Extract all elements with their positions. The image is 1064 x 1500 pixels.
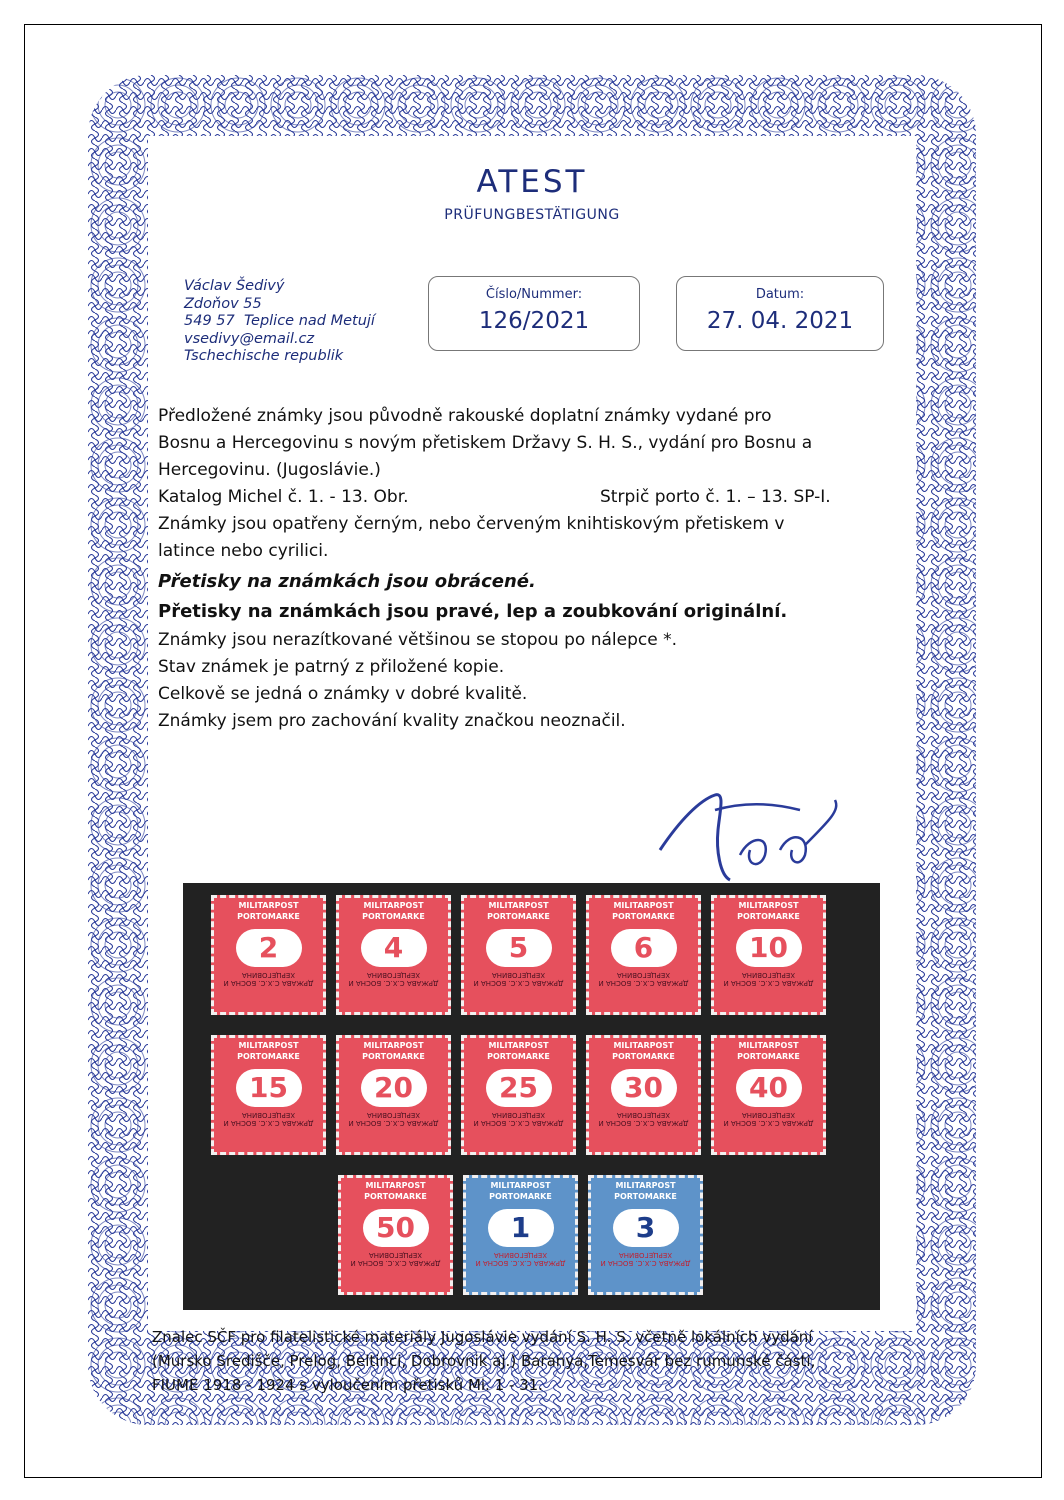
stamp bbox=[461, 1035, 576, 1155]
number-value: 126/2021 bbox=[478, 308, 590, 334]
stamp-value: 6 bbox=[611, 929, 677, 967]
text-line: Známky jsem pro zachování kvality značkou neoznačil. bbox=[158, 711, 626, 731]
stamp-subheader: PORTOMARKE bbox=[737, 912, 800, 921]
text-line: Celkově se jedná o známky v dobré kvalitě. bbox=[158, 684, 528, 704]
stamp-overprint: ДРЖАВА С.Х.С. БОСНА И ХЕРЦЕГОВИНА bbox=[473, 971, 564, 987]
stamp-subheader: PORTOMARKE bbox=[612, 912, 675, 921]
stamp-overprint: ДРЖАВА С.Х.С. БОСНА И ХЕРЦЕГОВИНА bbox=[723, 1111, 814, 1127]
catalog-strpic: Strpič porto č. 1. – 13. SP-I. bbox=[600, 487, 831, 507]
stamp-subheader: PORTOMARKE bbox=[614, 1192, 677, 1201]
stamp bbox=[711, 1035, 826, 1155]
stamp-overprint: ДРЖАВА С.Х.С. БОСНА И ХЕРЦЕГОВИНА bbox=[475, 1251, 566, 1267]
number-label: Číslo/Nummer: bbox=[485, 287, 583, 302]
examiner-street: Zdoňov 55 bbox=[184, 295, 262, 312]
stamp-overprint: ДРЖАВА С.Х.С. БОСНА И ХЕРЦЕГОВИНА bbox=[348, 971, 439, 987]
text-line: Známky jsou nerazítkované většinou se stopou po nálepce *. bbox=[158, 630, 677, 650]
stamp-overprint: ДРЖАВА С.Х.С. БОСНА И ХЕРЦЕГОВИНА bbox=[348, 1111, 439, 1127]
text-line: Známky jsou opatřeny černým, nebo červeným knihtiskovým přetiskem v bbox=[158, 514, 785, 534]
credentials-line: Znalec SČF pro filatelistické materiály Jugoslávie vydání S. H. S. včetně lokálních vydání bbox=[152, 1328, 813, 1346]
examiner-city: 549 57 Teplice nad Metují bbox=[184, 313, 375, 329]
examiner-credentials bbox=[152, 1325, 922, 1397]
credentials-line: FIUME 1918 - 1924 s vyloučením přetisků Mi. 1 - 31. bbox=[152, 1376, 543, 1394]
stamp-overprint: ДРЖАВА С.Х.С. БОСНА И ХЕРЦЕГОВИНА bbox=[223, 1111, 314, 1127]
stamp-header: MILITARPOST bbox=[613, 901, 674, 910]
stamp-header: MILITARPOST bbox=[490, 1181, 551, 1190]
stamp-header: MILITARPOST bbox=[488, 901, 549, 910]
stamp-subheader: PORTOMARKE bbox=[362, 912, 425, 921]
inverted-overprint-note: Přetisky na známkách jsou obrácené. bbox=[158, 571, 536, 592]
examiner-country: Tschechische republik bbox=[184, 348, 344, 364]
stamp bbox=[463, 1175, 578, 1295]
stamp-value: 3 bbox=[613, 1209, 679, 1247]
stamp-header: MILITARPOST bbox=[363, 901, 424, 910]
stamp-header: MILITARPOST bbox=[615, 1181, 676, 1190]
stamp-value: 30 bbox=[611, 1069, 677, 1107]
stamp bbox=[461, 895, 576, 1015]
examiner-signature bbox=[640, 780, 890, 890]
stamp-header: MILITARPOST bbox=[613, 1041, 674, 1050]
stamp-header: MILITARPOST bbox=[238, 1041, 299, 1050]
text-line: latince nebo cyrilici. bbox=[158, 541, 329, 561]
stamp-value: 2 bbox=[236, 929, 302, 967]
text-line: Bosnu a Hercegovinu s novým přetiskem Državy S. H. S., vydání pro Bosnu a bbox=[158, 433, 813, 453]
examiner-email: vsedivy@email.cz bbox=[184, 330, 315, 347]
stamp-subheader: PORTOMARKE bbox=[612, 1052, 675, 1061]
stamp-value: 50 bbox=[363, 1209, 429, 1247]
certificate-date-box bbox=[676, 276, 884, 351]
certificate-number-box bbox=[428, 276, 640, 351]
stamp-overprint: ДРЖАВА С.Х.С. БОСНА И ХЕРЦЕГОВИНА bbox=[723, 971, 814, 987]
stamp-value: 40 bbox=[736, 1069, 802, 1107]
catalog-line bbox=[158, 484, 928, 511]
stamp-value: 4 bbox=[361, 929, 427, 967]
stamp bbox=[338, 1175, 453, 1295]
date-label: Datum: bbox=[755, 287, 805, 302]
stamp-overprint: ДРЖАВА С.Х.С. БОСНА И ХЕРЦЕГОВИНА bbox=[600, 1251, 691, 1267]
stamps-photo bbox=[183, 883, 880, 1310]
stamp bbox=[211, 895, 326, 1015]
stamp bbox=[336, 895, 451, 1015]
certificate-text bbox=[158, 403, 928, 735]
stamp bbox=[586, 895, 701, 1015]
text-line: Hercegovinu. (Jugoslávie.) bbox=[158, 460, 381, 480]
stamp-overprint: ДРЖАВА С.Х.С. БОСНА И ХЕРЦЕГОВИНА bbox=[473, 1111, 564, 1127]
text-line: Předložené známky jsou původně rakouské doplatní známky vydané pro bbox=[158, 406, 772, 426]
stamp-overprint: ДРЖАВА С.Х.С. БОСНА И ХЕРЦЕГОВИНА bbox=[223, 971, 314, 987]
certificate-subtitle: PRÜFUNGBESTÄTIGUNG bbox=[444, 207, 620, 223]
stamp-value: 20 bbox=[361, 1069, 427, 1107]
examiner-address bbox=[184, 278, 375, 366]
stamp-overprint: ДРЖАВА С.Х.С. БОСНА И ХЕРЦЕГОВИНА bbox=[598, 971, 689, 987]
stamp bbox=[211, 1035, 326, 1155]
stamp-subheader: PORTOMARKE bbox=[237, 1052, 300, 1061]
stamp-value: 1 bbox=[488, 1209, 554, 1247]
date-value: 27. 04. 2021 bbox=[706, 308, 854, 334]
stamp-subheader: PORTOMARKE bbox=[364, 1192, 427, 1201]
stamp bbox=[711, 895, 826, 1015]
stamp-value: 25 bbox=[486, 1069, 552, 1107]
stamp-subheader: PORTOMARKE bbox=[487, 1052, 550, 1061]
stamp-value: 10 bbox=[736, 929, 802, 967]
certificate-title: ATEST bbox=[476, 164, 588, 200]
stamp-subheader: PORTOMARKE bbox=[487, 912, 550, 921]
genuine-statement: Přetisky na známkách jsou pravé, lep a zoubkování originální. bbox=[158, 601, 788, 622]
stamp-subheader: PORTOMARKE bbox=[237, 912, 300, 921]
stamp-subheader: PORTOMARKE bbox=[737, 1052, 800, 1061]
stamp-overprint: ДРЖАВА С.Х.С. БОСНА И ХЕРЦЕГОВИНА bbox=[350, 1251, 441, 1267]
stamp-value: 5 bbox=[486, 929, 552, 967]
stamp-header: MILITARPOST bbox=[738, 901, 799, 910]
stamp-overprint: ДРЖАВА С.Х.С. БОСНА И ХЕРЦЕГОВИНА bbox=[598, 1111, 689, 1127]
credentials-line: (Mursko Središče, Prelog, Beltinci, Dobrovnik aj.) Baranya,Temesvár bez rumunské části, bbox=[152, 1352, 816, 1370]
examiner-name: Václav Šedivý bbox=[184, 278, 285, 294]
stamp bbox=[336, 1035, 451, 1155]
stamp-header: MILITARPOST bbox=[365, 1181, 426, 1190]
stamp-header: MILITARPOST bbox=[238, 901, 299, 910]
text-line: Stav známek je patrný z přiložené kopie. bbox=[158, 657, 505, 677]
stamp-subheader: PORTOMARKE bbox=[489, 1192, 552, 1201]
stamp-subheader: PORTOMARKE bbox=[362, 1052, 425, 1061]
stamp-header: MILITARPOST bbox=[738, 1041, 799, 1050]
stamp bbox=[586, 1035, 701, 1155]
stamp-header: MILITARPOST bbox=[363, 1041, 424, 1050]
stamp-header: MILITARPOST bbox=[488, 1041, 549, 1050]
stamp-value: 15 bbox=[236, 1069, 302, 1107]
catalog-michel: Katalog Michel č. 1. - 13. Obr. bbox=[158, 487, 409, 507]
stamp bbox=[588, 1175, 703, 1295]
